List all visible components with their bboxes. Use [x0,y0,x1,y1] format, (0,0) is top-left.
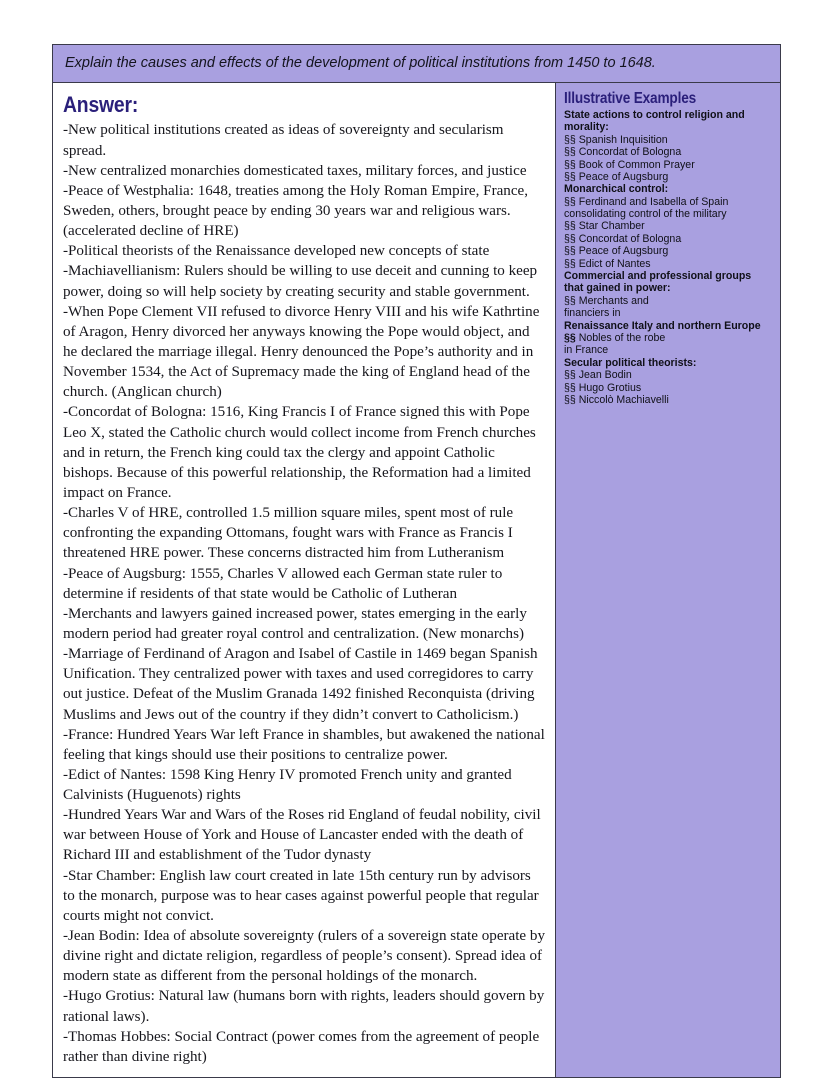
examples-group-title: State actions to control religion and [564,108,745,121]
examples-item-continuation: consolidating control of the military [564,208,727,221]
examples-list-item [564,159,772,171]
answer-bullet-line: -Edict of Nantes: 1598 King Henry IV promoted French unity and granted Calvinists (Huguenots) rights [63,766,512,804]
qa-table [52,44,781,1078]
answer-bullet-line: -Peace of Augsburg: 1555, Charles V allowed each German state ruler to determine if residents of that state would be Catholic of Lutheran [63,565,503,602]
section-mark-icon: §§ [564,158,576,171]
answer-bullet-line: -Thomas Hobbes: Social Contract (power comes from the agreement of people rather than divine right) [63,1028,540,1065]
examples-list-item-label: Nobles of the robe [575,331,666,344]
examples-list-item-label: Concordat of Bologna [575,146,682,159]
examples-list-item [564,233,772,245]
examples-list-item-label: Edict of Nantes [575,257,651,270]
answer-bullet-line: -Political theorists of the Renaissance developed new concepts of state [63,243,490,260]
answer-body-text [63,120,546,1067]
examples-item-continuation: financiers in [564,307,621,320]
examples-list-item-label: Merchants and [575,294,649,307]
section-mark-icon: §§ [564,331,576,344]
examples-list-item [564,295,772,307]
examples-group-title: Commercial and professional groups [564,270,752,283]
illustrative-examples-cell [556,83,780,1077]
answer-bullet-line: -Jean Bodin: Idea of absolute sovereignty (rulers of a sovereign state operate by divine right and dictate religion, regardless of people’s consent). Spread idea of modern state as different from the personal holdings of the monarch. [63,928,545,985]
examples-list-item [564,220,772,232]
answer-bullet-line: -France: Hundred Years War left France in shambles, but awakened the national feeling that kings should use their positions to centralize power. [63,726,545,763]
examples-list-item [564,171,772,183]
examples-list-item-label: Star Chamber [575,220,645,233]
section-mark-icon: §§ [564,133,576,146]
examples-item-continuation: in France [564,344,609,357]
examples-list-item [564,245,772,257]
examples-group-title: Secular political theorists: [564,356,697,369]
illustrative-examples-list [564,109,772,406]
section-mark-icon: §§ [564,170,576,183]
section-mark-icon: §§ [564,245,576,258]
examples-list-item [564,332,772,344]
answer-bullet-line: -When Pope Clement VII refused to divorce Henry VIII and his wife Kathrtine of Aragon, Henry divorced her anyways knowing the Pope would object, and he declared the marriage illegal. Henry denounced the Pope’s authority and in November 1534, the Act of Supremacy made the king of England head of the church. (Anglican church) [63,303,540,401]
examples-list-item-label: Ferdinand and Isabella of Spain [575,195,729,208]
examples-list-item [564,146,772,158]
section-mark-icon: §§ [564,195,576,208]
examples-bold-line: Renaissance Italy and northern Europe [564,319,761,332]
examples-group-title: morality: [564,121,609,134]
examples-list-item-label: Concordat of Bologna [575,232,682,245]
answer-heading: Answer: [63,92,139,118]
section-mark-icon: §§ [564,294,576,307]
examples-list-item [564,369,772,381]
answer-bullet-line: -Concordat of Bologna: 1516, King Francis I of France signed this with Pope Leo X, stated the Catholic church would collect income from French churches and in return, the French king could tax the clergy and appoint Catholic bishops. Because of this powerful relationship, the Reformation had a limited impact on France. [63,404,536,501]
answer-bullet-line: -New centralized monarchies domesticated taxes, military forces, and justice [63,162,527,179]
examples-group-title: Monarchical control: [564,183,669,196]
examples-list-item-label: Book of Common Prayer [575,158,695,171]
examples-list-item [564,134,772,146]
prompt-header-row [53,45,780,83]
examples-list-item [564,382,772,394]
answer-bullet-line: -Marriage of Ferdinand of Aragon and Isabel of Castile in 1469 began Spanish Unification. They centralized power with taxes and used corregidores to carry out justice. Defeat of the Muslim Granada 1492 finished Reconquista (driving Muslims and Jews out of the country if they didn’t convert to Catholicism.) [63,646,538,723]
section-mark-icon: §§ [564,257,576,270]
section-mark-icon: §§ [564,232,576,245]
answer-bullet-line: -Star Chamber: English law court created in late 15th century run by advisors to the monarch, purpose was to hear cases against powerful people that regular courts might not convict. [63,867,539,924]
examples-group-title: that gained in power: [564,282,671,295]
examples-list-item [564,394,772,406]
examples-list-item-label: Spanish Inquisition [575,133,668,146]
section-mark-icon: §§ [564,220,576,233]
answer-bullet-line: -New political institutions created as ideas of sovereignty and secularism spread. [63,122,504,159]
section-mark-icon: §§ [564,393,576,406]
answer-bullet-line: -Hugo Grotius: Natural law (humans born with rights, leaders should govern by rational laws). [63,988,545,1025]
examples-list-item-label: Jean Bodin [575,369,632,382]
section-mark-icon: §§ [564,369,576,382]
answer-bullet-line: -Charles V of HRE, controlled 1.5 million square miles, spent most of rule confronting the expanding Ottomans, fought wars with France as Francis I threatened HRE power. These concerns distracted him from Lutheranism [63,505,514,562]
examples-list-item [564,258,772,270]
answer-bullet-line: -Merchants and lawyers gained increased power, states emerging in the early modern period had greater royal control and centralization. (New monarchs) [63,605,527,642]
table-body-row [53,83,780,1077]
answer-cell [53,83,556,1077]
examples-list-item-label: Niccolò Machiavelli [575,393,669,406]
examples-list-item [564,196,772,208]
prompt-question-text: Explain the causes and effects of the development of political institutions from 1450 to 1648. [65,55,656,71]
examples-list-item-label: Peace of Augsburg [575,245,669,258]
examples-list-item-label: Peace of Augsburg [575,170,669,183]
section-mark-icon: §§ [564,381,576,394]
section-mark-icon: §§ [564,146,576,159]
illustrative-examples-heading: Illustrative Examples [564,90,697,108]
answer-bullet-line: -Machiavellianism: Rulers should be willing to use deceit and cunning to keep power, doing so will help society by creating security and stable government. [63,263,538,300]
answer-bullet-line: -Peace of Westphalia: 1648, treaties among the Holy Roman Empire, France, Sweden, others, brought peace by ending 30 years war and religious wars. (accelerated decline of HRE) [63,182,529,240]
answer-bullet-line: -Hundred Years War and Wars of the Roses rid England of feudal nobility, civil war between House of York and House of Lancaster ended with the death of Richard III and establishment of the Tudor dynasty [63,807,541,864]
examples-list-item-label: Hugo Grotius [575,381,642,394]
